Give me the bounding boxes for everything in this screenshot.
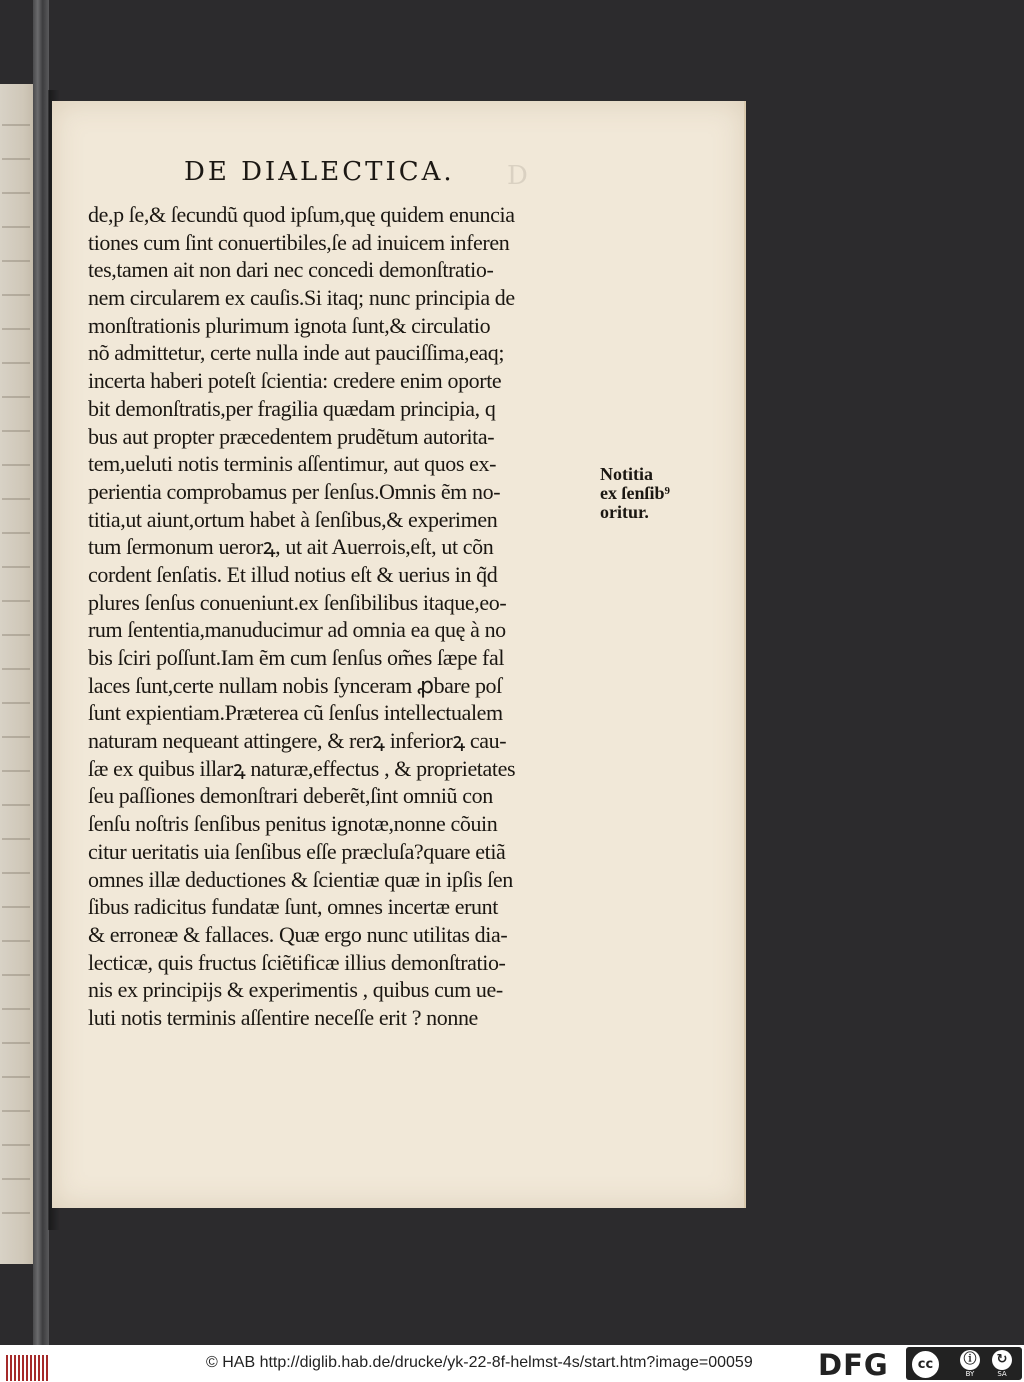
sa-label: SA bbox=[997, 1370, 1007, 1378]
barcode-stripes bbox=[6, 1355, 50, 1381]
text-line: cordent ſenſatis. Et illud notius eſt & uerius in q̃d bbox=[88, 561, 498, 587]
body-text bbox=[88, 201, 608, 1032]
text-line: titia,ut aiunt,ortum habet à ſenſibus,& experimen bbox=[88, 506, 498, 532]
text-line: bit demonſtratis,per fragilia quædam principia, q bbox=[88, 395, 496, 421]
creative-commons-icon: cc bbox=[910, 1349, 941, 1380]
text-line: tem,ueluti notis terminis aſſentimur, aut quos ex- bbox=[88, 451, 497, 477]
footer-bar bbox=[0, 1345, 1024, 1382]
text-line: nis ex principijs & experimentis , quibus cum ue- bbox=[88, 977, 503, 1003]
facing-page-text-traces bbox=[2, 124, 30, 1224]
marginal-note-line: oritur. bbox=[600, 502, 649, 522]
text-line: tes,tamen ait non dari nec concedi demonſtratio- bbox=[88, 257, 494, 283]
share-alike-icon: ↻ bbox=[992, 1350, 1012, 1370]
text-line: ſeu paſſiones demonſtrari deberẽt,ſint omniũ con bbox=[88, 783, 493, 809]
text-line: bis ſciri poſſunt.Iam ẽm cum ſenſus om̃es ſæpe fal bbox=[88, 645, 505, 670]
text-line: & erroneæ & fallaces. Quæ ergo nunc utilitas dia- bbox=[88, 921, 508, 947]
dfg-logo[interactable]: DFG bbox=[818, 1348, 889, 1382]
marginal-note-line: Notitia bbox=[600, 464, 653, 484]
copyright-credit[interactable]: © HAB http://diglib.hab.de/drucke/yk-22-8f-helmst-4s/start.htm?image=00059 bbox=[206, 1354, 753, 1371]
text-line: bus aut propter præcedentem prudẽtum autorita- bbox=[88, 423, 495, 449]
book-page bbox=[52, 101, 746, 1208]
text-line: nem circularem ex cauſis.Si itaq; nunc principia de bbox=[88, 285, 515, 311]
text-line: ſibus radicitus fundatæ ſunt, omnes incertæ erunt bbox=[88, 894, 498, 920]
creative-commons-license-badge[interactable] bbox=[906, 1347, 1022, 1380]
marginal-note-line: ex ſenſib⁹ bbox=[600, 483, 670, 503]
text-line: ſenſu noſtris ſenſibus penitus ignotæ,nonne cõuin bbox=[88, 811, 498, 837]
text-line: citur ueritatis uia ſenſibus eſſe præcluſa?quare etiã bbox=[88, 838, 506, 864]
text-line: ſunt expientiam.Præterea cũ ſenſus intellectualem bbox=[88, 700, 503, 726]
text-line: lecticæ, quis fructus ſciẽtificæ illius demonſtratio- bbox=[88, 949, 506, 975]
text-line: nõ admittetur, certe nulla inde aut pauciſſima,eaq; bbox=[88, 340, 505, 366]
attribution-icon: ⓘ bbox=[960, 1350, 980, 1370]
page-title: DE DIALECTICA. bbox=[184, 157, 455, 187]
book-spine bbox=[33, 0, 49, 1345]
text-line: ſæ ex quibus illarꝝ naturæ,effectus , & proprietates bbox=[88, 755, 516, 781]
text-line: tum ſermonum uerorꝝ, ut ait Auerrois,eſt, ut cõn bbox=[88, 534, 494, 560]
text-line: rum ſententia,manuducimur ad omnia ea quę à no bbox=[88, 617, 506, 643]
text-line: plures ſenſus conueniunt.ex ſenſibilibus itaque,eo- bbox=[88, 589, 507, 615]
text-line: incerta haberi poteſt ſcientia: credere enim oporte bbox=[88, 368, 502, 394]
text-line: omnes illæ deductiones & ſcientiæ quæ in ipſis ſen bbox=[88, 866, 513, 892]
text-line: monſtrationis plurimum ignota ſunt,& circulatio bbox=[88, 312, 491, 338]
text-line: perientia comprobamus per ſenſus.Omnis ẽm no- bbox=[88, 478, 501, 504]
text-line: tiones cum ſint conuertibiles,ſe ad inuicem inferen bbox=[88, 229, 510, 255]
text-line: luti notis terminis aſſentire neceſſe erit ? nonne bbox=[88, 1004, 478, 1030]
text-line: naturam nequeant attingere, & rerꝝ inferiorꝝ cau- bbox=[88, 728, 507, 754]
text-line: laces ſunt,certe nullam nobis ſynceram ꝓbare poſ bbox=[88, 672, 502, 698]
by-label: BY bbox=[965, 1370, 975, 1378]
text-line: de,p ſe,& ſecundũ quod ipſum,quę quidem enuncia bbox=[88, 202, 515, 227]
library-barcode-icon[interactable] bbox=[2, 1349, 50, 1379]
show-through-title: D bbox=[507, 161, 531, 191]
marginal-note bbox=[600, 465, 710, 522]
